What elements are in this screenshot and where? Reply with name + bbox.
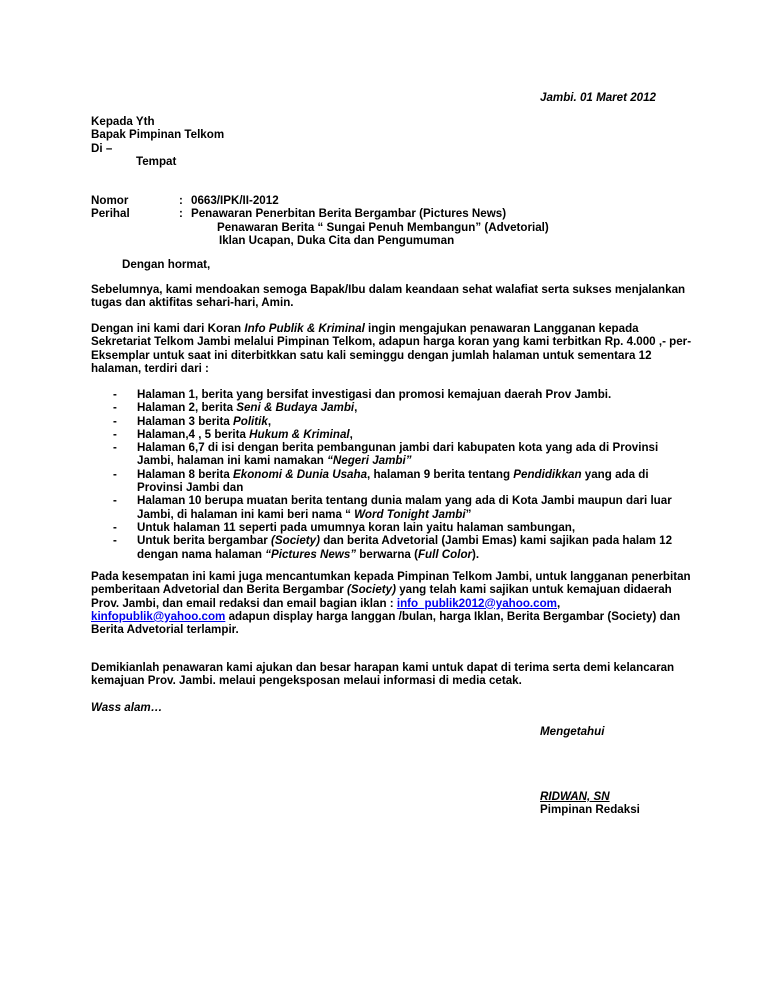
list-item [113, 415, 683, 428]
perihal-line: Penawaran Penerbitan Berita Bergambar (Pictures News) [191, 207, 507, 221]
list-item [113, 428, 683, 441]
text-segment [137, 508, 672, 521]
letter-meta [91, 194, 549, 247]
list-text [137, 534, 672, 561]
list-dash: - [113, 534, 117, 548]
text-segment: Untuk berita bergambar [137, 534, 272, 548]
text-segment: Full Color [417, 547, 473, 561]
paragraph-closing [91, 661, 691, 688]
text-segment: dengan nama halaman [137, 547, 266, 561]
list-text [137, 441, 658, 468]
list-text [137, 401, 357, 414]
nomor-row [91, 194, 549, 207]
paragraph-subscription [91, 570, 691, 636]
email-link-iklan[interactable]: info_publik2012@yahoo.com [396, 596, 557, 610]
text-segment [137, 548, 672, 561]
text-segment: Hukum & Kriminal [249, 427, 350, 441]
paragraph-line: Sekretariat Telkom Jambi melalui Pimpinan Telkom, adapun harga koran yang kami terbitkan Rp. 4.000 ,- per- [91, 335, 692, 349]
signer-title: Pimpinan Redaksi [540, 803, 640, 816]
text-segment: Provinsi Jambi dan [137, 481, 244, 495]
paragraph-line: tugas dan aktifitas sehari-hari, Amin. [91, 296, 294, 310]
signer-name: RIDWAN, SN [540, 790, 610, 803]
paragraph-line [91, 322, 691, 335]
list-text: Halaman 1, berita yang bersifat investigasi dan promosi kemajuan daerah Prov Jambi. [137, 388, 612, 401]
text-segment: , [354, 401, 358, 415]
text-segment: (Society) [347, 583, 396, 597]
address-line: Di – [91, 141, 113, 155]
email-link-redaksi[interactable]: kinfopublik@yahoo.com [91, 609, 226, 623]
text-segment: Seni & Budaya Jambi [236, 401, 355, 415]
paragraph-line: Pada kesempatan ini kami juga mencantumkan kepada Pimpinan Telkom Jambi, untuk langganan penerbitan [91, 570, 691, 583]
perihal-line: Iklan Ucapan, Duka Cita dan Pengumuman [219, 233, 455, 247]
perihal-label: Perihal [91, 207, 130, 221]
list-item [113, 521, 683, 534]
paragraph-line: Eksemplar untuk saat ini diterbitkkan satu kali seminggu dengan jumlah halaman untuk sementara 12 [91, 348, 652, 362]
text-segment: , [556, 596, 561, 610]
list-item [113, 401, 683, 414]
list-dash: - [113, 427, 117, 441]
nomor-label: Nomor [91, 194, 129, 207]
list-text [137, 494, 672, 521]
perihal-row [91, 207, 549, 220]
text-segment: berwarna ( [356, 547, 418, 561]
text-segment: ingin mengajukan penawaran Langganan kepada [364, 322, 639, 335]
list-dash: - [113, 494, 117, 508]
text-segment [137, 454, 658, 467]
list-item [113, 468, 683, 495]
text-segment: Politik [233, 414, 268, 428]
text-segment: adapun display harga langgan /bulan, harga Iklan, Berita Bergambar (Society) dan [225, 609, 681, 623]
list-dash: - [113, 441, 117, 455]
paragraph-line [91, 583, 691, 596]
text-segment: Halaman 2, berita [137, 401, 237, 415]
list-dash: - [113, 388, 117, 401]
text-segment: , [349, 427, 353, 441]
text-segment: Halaman 3 berita [137, 414, 234, 428]
text-segment: ). [472, 547, 480, 561]
colon: : [179, 194, 183, 207]
list-text [137, 468, 649, 495]
text-segment: Prov. Jambi, dan email redaksi dan email bagian iklan : [91, 596, 397, 610]
paragraph-opening [91, 283, 691, 310]
list-text [137, 415, 271, 428]
text-segment: , halaman 9 berita tentang [367, 467, 514, 481]
closing-salutation: Wass alam… [91, 701, 163, 714]
address-line: Bapak Pimpinan Telkom [91, 128, 225, 142]
greeting: Dengan hormat, [122, 258, 211, 271]
colon: : [179, 207, 183, 221]
paragraph-line: halaman, terdiri dari : [91, 361, 209, 375]
recipient-address [91, 115, 224, 168]
text-segment: Halaman 10 berupa muatan berita tentang dunia malam yang ada di Kota Jambi maupun dari luar [137, 494, 672, 508]
text-segment [137, 468, 649, 481]
text-segment: Dengan ini kami dari Koran [91, 322, 245, 335]
text-segment: Halaman,4 , 5 berita [137, 427, 250, 441]
paragraph-line: Demikianlah penawaran kami ajukan dan besar harapan kami untuk dapat di terima serta demi kelancaran [91, 661, 675, 674]
newspaper-name: Info Publik & Kriminal [244, 322, 365, 335]
perihal-line: Penawaran Berita “ Sungai Penuh Membangun” (Advetorial) [217, 220, 549, 234]
text-segment: ” [465, 507, 472, 521]
mengetahui-label: Mengetahui [540, 725, 605, 738]
list-item [113, 441, 683, 468]
text-segment: yang telah kami sajikan untuk kemajuan didaerah [395, 583, 672, 597]
text-segment: “Pictures News” [265, 547, 357, 561]
text-segment: Ekonomi & Dunia Usaha [233, 467, 368, 481]
text-segment: , [267, 414, 272, 428]
list-item [113, 534, 683, 561]
list-dash: - [113, 401, 117, 415]
paragraph-line [91, 610, 691, 623]
page-list [113, 388, 683, 561]
paragraph-line: Sebelumnya, kami mendoakan semoga Bapak/Ibu dalam keandaan sehat walafiat serta sukses menjalankan [91, 283, 686, 296]
text-segment: “Negeri Jambi” [327, 454, 412, 468]
list-dash: - [113, 467, 117, 481]
text-segment: Word Tonight Jambi [350, 507, 466, 521]
text-segment: pemberitaan Advetorial dan Berita Bergambar [91, 583, 347, 597]
address-line: Kepada Yth [91, 115, 155, 128]
list-dash: - [113, 414, 117, 428]
text-segment: dan berita Advetorial (Jambi Emas) kami sajikan pada halam 12 [319, 534, 673, 548]
text-segment: Halaman 8 berita [137, 467, 234, 481]
paragraph-line: Berita Advetorial terlampir. [91, 623, 239, 637]
address-line: Tempat [136, 154, 177, 168]
text-segment: Halaman 6,7 di isi dengan berita pembangunan jambi dari kabupaten kota yang ada di Provinsi [137, 441, 659, 455]
list-item [113, 494, 683, 521]
nomor-value: 0663/IPK/II-2012 [191, 194, 279, 207]
text-segment [137, 534, 672, 547]
text-segment: Jambi, di halaman ini kami beri nama “ [137, 507, 351, 521]
list-text: Untuk halaman 11 seperti pada umumnya koran lain yaitu halaman sambungan, [137, 520, 576, 534]
paragraph-line [91, 597, 691, 610]
letter-date: Jambi. 01 Maret 2012 [540, 91, 657, 104]
list-item [113, 388, 683, 401]
paragraph-offer [91, 322, 691, 375]
text-segment: yang ada di [581, 467, 649, 481]
list-dash: - [113, 520, 117, 534]
text-segment: Jambi, halaman ini kami namakan [137, 454, 328, 468]
paragraph-line: kemajuan Prov. Jambi. melaui pengeksposan melaui informasi di media cetak. [91, 674, 522, 688]
text-segment: (Society) [271, 534, 320, 548]
list-text [137, 428, 353, 441]
text-segment: Pendidikkan [513, 467, 582, 481]
